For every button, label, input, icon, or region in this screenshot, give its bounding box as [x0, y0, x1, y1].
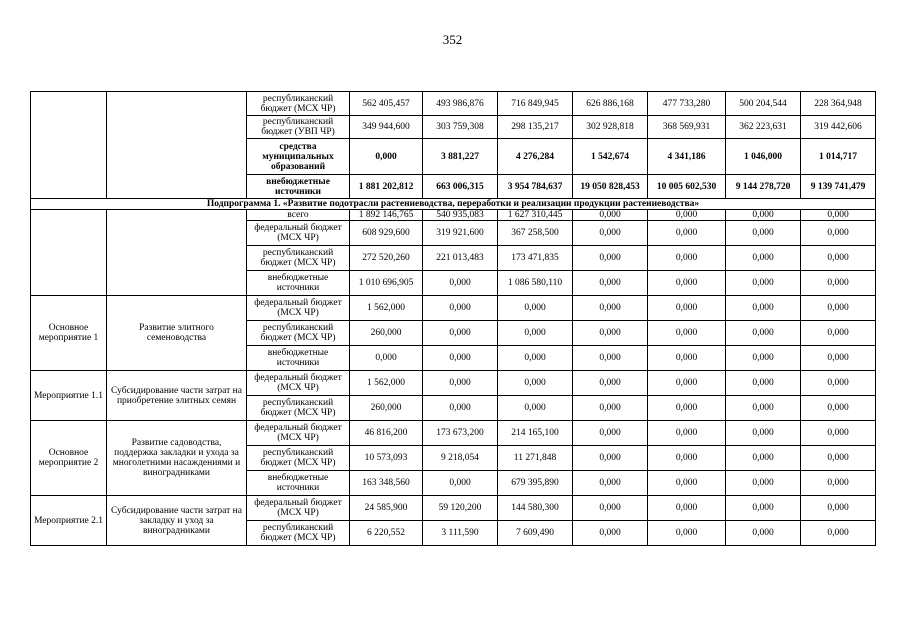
- funding-source-cell: республиканский бюджет (МСХ ЧР): [247, 321, 350, 346]
- value-cell: 0,000: [726, 210, 801, 221]
- value-cell: 0,000: [648, 471, 726, 496]
- value-cell: 173 673,200: [423, 421, 498, 446]
- value-cell: 0,000: [801, 246, 876, 271]
- page-number: 352: [442, 32, 463, 47]
- value-cell: 0,000: [801, 521, 876, 546]
- value-cell: 0,000: [726, 221, 801, 246]
- funding-source-cell: федеральный бюджет (МСХ ЧР): [247, 496, 350, 521]
- value-cell: 260,000: [350, 396, 423, 421]
- value-cell: 362 223,631: [726, 116, 801, 139]
- value-cell: 0,000: [801, 321, 876, 346]
- value-cell: 0,000: [648, 271, 726, 296]
- value-cell: 0,000: [573, 346, 648, 371]
- funding-source-cell: внебюджетные источники: [247, 271, 350, 296]
- value-cell: 260,000: [350, 321, 423, 346]
- value-cell: 0,000: [648, 371, 726, 396]
- table-body: [31, 92, 876, 546]
- value-cell: 214 165,100: [498, 421, 573, 446]
- value-cell: 163 348,560: [350, 471, 423, 496]
- value-cell: 0,000: [573, 271, 648, 296]
- value-cell: 221 013,483: [423, 246, 498, 271]
- value-cell: 562 405,457: [350, 92, 423, 116]
- value-cell: 349 944,600: [350, 116, 423, 139]
- value-cell: 0,000: [648, 296, 726, 321]
- value-cell: 0,000: [648, 421, 726, 446]
- value-cell: 9 139 741,479: [801, 175, 876, 199]
- value-cell: 144 580,300: [498, 496, 573, 521]
- value-cell: 0,000: [573, 210, 648, 221]
- value-cell: 0,000: [726, 396, 801, 421]
- value-cell: 0,000: [498, 346, 573, 371]
- table-row: [31, 296, 876, 321]
- value-cell: 0,000: [648, 446, 726, 471]
- value-cell: 0,000: [648, 496, 726, 521]
- value-cell: 0,000: [801, 421, 876, 446]
- value-cell: 10 005 602,530: [648, 175, 726, 199]
- value-cell: 0,000: [350, 139, 423, 175]
- measure-status-cell: [31, 92, 107, 199]
- value-cell: 0,000: [423, 296, 498, 321]
- value-cell: 0,000: [423, 271, 498, 296]
- funding-source-cell: внебюджетные источники: [247, 471, 350, 496]
- funding-source-cell: федеральный бюджет (МСХ ЧР): [247, 371, 350, 396]
- value-cell: 11 271,848: [498, 446, 573, 471]
- value-cell: 0,000: [573, 246, 648, 271]
- value-cell: 0,000: [423, 321, 498, 346]
- value-cell: 0,000: [726, 471, 801, 496]
- value-cell: 0,000: [726, 346, 801, 371]
- measure-name-cell: [107, 92, 247, 199]
- measure-status-cell: [31, 210, 107, 296]
- value-cell: 0,000: [801, 221, 876, 246]
- measure-status-cell: Мероприятие 1.1: [31, 371, 107, 421]
- value-cell: 477 733,280: [648, 92, 726, 116]
- value-cell: 4 341,186: [648, 139, 726, 175]
- value-cell: 1 542,674: [573, 139, 648, 175]
- value-cell: 46 816,200: [350, 421, 423, 446]
- funding-source-cell: республиканский бюджет (МСХ ЧР): [247, 446, 350, 471]
- value-cell: 10 573,093: [350, 446, 423, 471]
- value-cell: 0,000: [423, 371, 498, 396]
- value-cell: 493 986,876: [423, 92, 498, 116]
- value-cell: 0,000: [801, 296, 876, 321]
- value-cell: 0,000: [726, 421, 801, 446]
- value-cell: 0,000: [423, 471, 498, 496]
- funding-source-cell: республиканский бюджет (МСХ ЧР): [247, 396, 350, 421]
- value-cell: 302 928,818: [573, 116, 648, 139]
- value-cell: 0,000: [573, 396, 648, 421]
- value-cell: 1 627 310,445: [498, 210, 573, 221]
- value-cell: 1 892 146,765: [350, 210, 423, 221]
- value-cell: 0,000: [498, 371, 573, 396]
- subprogram-row: [31, 199, 876, 210]
- value-cell: 0,000: [423, 396, 498, 421]
- value-cell: 0,000: [648, 346, 726, 371]
- value-cell: 608 929,600: [350, 221, 423, 246]
- value-cell: 0,000: [573, 446, 648, 471]
- value-cell: 0,000: [573, 496, 648, 521]
- value-cell: 0,000: [648, 221, 726, 246]
- measure-status-cell: Мероприятие 2.1: [31, 496, 107, 546]
- value-cell: 9 144 278,720: [726, 175, 801, 199]
- value-cell: 0,000: [573, 371, 648, 396]
- value-cell: 679 395,890: [498, 471, 573, 496]
- value-cell: 1 086 580,110: [498, 271, 573, 296]
- value-cell: 3 111,590: [423, 521, 498, 546]
- value-cell: 319 442,606: [801, 116, 876, 139]
- value-cell: 0,000: [726, 246, 801, 271]
- value-cell: 1 881 202,812: [350, 175, 423, 199]
- value-cell: 0,000: [726, 296, 801, 321]
- value-cell: 0,000: [573, 296, 648, 321]
- funding-source-cell: всего: [247, 210, 350, 221]
- value-cell: 0,000: [498, 321, 573, 346]
- value-cell: 0,000: [726, 271, 801, 296]
- value-cell: 272 520,260: [350, 246, 423, 271]
- value-cell: 0,000: [573, 521, 648, 546]
- value-cell: 540 935,083: [423, 210, 498, 221]
- value-cell: 1 014,717: [801, 139, 876, 175]
- value-cell: 228 364,948: [801, 92, 876, 116]
- value-cell: 0,000: [350, 346, 423, 371]
- value-cell: 1 562,000: [350, 371, 423, 396]
- value-cell: 0,000: [648, 521, 726, 546]
- table-row: [31, 92, 876, 116]
- value-cell: 0,000: [726, 521, 801, 546]
- measure-name-cell: [107, 210, 247, 296]
- value-cell: 319 921,600: [423, 221, 498, 246]
- funding-source-cell: федеральный бюджет (МСХ ЧР): [247, 421, 350, 446]
- measure-name-cell: Субсидирование части затрат на приобретение элитных семян: [107, 371, 247, 421]
- value-cell: 0,000: [726, 496, 801, 521]
- value-cell: 7 609,490: [498, 521, 573, 546]
- value-cell: 1 010 696,905: [350, 271, 423, 296]
- value-cell: 716 849,945: [498, 92, 573, 116]
- value-cell: 0,000: [726, 371, 801, 396]
- funding-source-cell: федеральный бюджет (МСХ ЧР): [247, 221, 350, 246]
- value-cell: 0,000: [801, 396, 876, 421]
- value-cell: 303 759,308: [423, 116, 498, 139]
- value-cell: 0,000: [423, 346, 498, 371]
- funding-source-cell: федеральный бюджет (МСХ ЧР): [247, 296, 350, 321]
- funding-source-cell: республиканский бюджет (МСХ ЧР): [247, 521, 350, 546]
- value-cell: 1 562,000: [350, 296, 423, 321]
- value-cell: 3 954 784,637: [498, 175, 573, 199]
- value-cell: 0,000: [801, 210, 876, 221]
- measure-name-cell: Субсидирование части затрат на закладку и уход за виноградниками: [107, 496, 247, 546]
- value-cell: 367 258,500: [498, 221, 573, 246]
- value-cell: 0,000: [726, 446, 801, 471]
- value-cell: 3 881,227: [423, 139, 498, 175]
- table-row: [31, 210, 876, 221]
- value-cell: 0,000: [726, 321, 801, 346]
- table-row: [31, 496, 876, 521]
- funding-source-cell: средства муниципальных образований: [247, 139, 350, 175]
- value-cell: 0,000: [573, 221, 648, 246]
- table-row: [31, 421, 876, 446]
- value-cell: 0,000: [648, 321, 726, 346]
- value-cell: 0,000: [648, 210, 726, 221]
- budget-table: [30, 91, 876, 546]
- value-cell: 24 585,900: [350, 496, 423, 521]
- value-cell: 0,000: [801, 346, 876, 371]
- table-row: [31, 371, 876, 396]
- value-cell: 9 218,054: [423, 446, 498, 471]
- funding-source-cell: республиканский бюджет (МСХ ЧР): [247, 92, 350, 116]
- funding-source-cell: республиканский бюджет (УВП ЧР): [247, 116, 350, 139]
- value-cell: 4 276,284: [498, 139, 573, 175]
- value-cell: 0,000: [573, 471, 648, 496]
- value-cell: 59 120,200: [423, 496, 498, 521]
- value-cell: 0,000: [648, 396, 726, 421]
- value-cell: 626 886,168: [573, 92, 648, 116]
- value-cell: 500 204,544: [726, 92, 801, 116]
- measure-name-cell: Развитие садоводства, поддержка закладки и ухода за многолетними насаждениями и виноградниками: [107, 421, 247, 496]
- value-cell: 298 135,217: [498, 116, 573, 139]
- value-cell: 0,000: [498, 296, 573, 321]
- value-cell: 0,000: [573, 321, 648, 346]
- subprogram-title: Подпрограмма 1. «Развитие подотрасли растениеводства, переработки и реализации продукции растениеводства»: [31, 199, 876, 210]
- value-cell: 0,000: [648, 246, 726, 271]
- value-cell: 0,000: [498, 396, 573, 421]
- funding-source-cell: внебюджетные источники: [247, 175, 350, 199]
- value-cell: 1 046,000: [726, 139, 801, 175]
- funding-source-cell: внебюджетные источники: [247, 346, 350, 371]
- value-cell: 0,000: [801, 371, 876, 396]
- value-cell: 173 471,835: [498, 246, 573, 271]
- value-cell: 0,000: [801, 496, 876, 521]
- value-cell: 0,000: [573, 421, 648, 446]
- value-cell: 368 569,931: [648, 116, 726, 139]
- funding-source-cell: республиканский бюджет (МСХ ЧР): [247, 246, 350, 271]
- measure-name-cell: Развитие элитного семеноводства: [107, 296, 247, 371]
- value-cell: 0,000: [801, 446, 876, 471]
- measure-status-cell: Основное мероприятие 1: [31, 296, 107, 371]
- measure-status-cell: Основное мероприятие 2: [31, 421, 107, 496]
- value-cell: 6 220,552: [350, 521, 423, 546]
- value-cell: 0,000: [801, 471, 876, 496]
- value-cell: 663 006,315: [423, 175, 498, 199]
- value-cell: 0,000: [801, 271, 876, 296]
- value-cell: 19 050 828,453: [573, 175, 648, 199]
